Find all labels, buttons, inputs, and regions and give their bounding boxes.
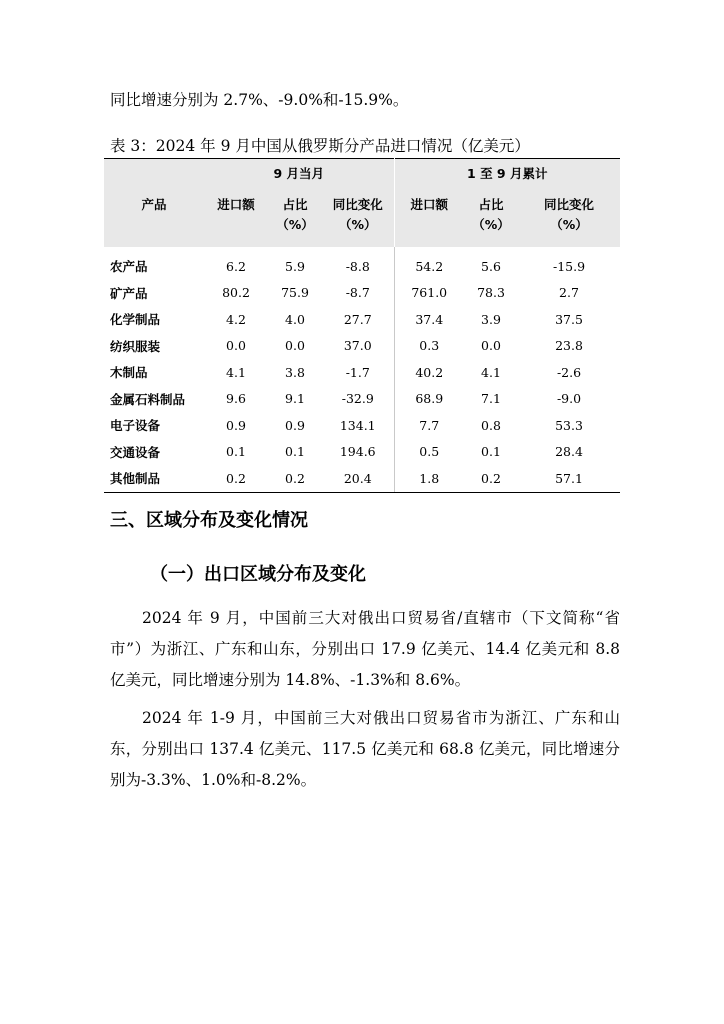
- table-row: [104, 306, 620, 333]
- month-import-value: 4.2: [226, 311, 246, 327]
- month-yoy-value: 37.0: [343, 338, 372, 354]
- month-share-value: 9.1: [285, 391, 305, 407]
- cum-share-value: 3.9: [481, 311, 501, 327]
- cum-import-value: 0.5: [394, 439, 464, 466]
- month-import-value: 0.9: [226, 417, 246, 433]
- table-caption: 表 3：2024 年 9 月中国从俄罗斯分产品进口情况（亿美元）: [110, 137, 530, 155]
- product-name: 木制品: [110, 365, 148, 381]
- month-share-value: 0.2: [268, 465, 322, 492]
- month-import-value: 4.1: [226, 364, 246, 380]
- month-yoy-value: 134.1: [339, 417, 376, 433]
- section-heading: 三、区域分布及变化情况: [110, 510, 308, 531]
- month-yoy-value: 20.4: [322, 465, 394, 492]
- table-row: [104, 412, 620, 439]
- col-header-month-yoy: [322, 187, 394, 247]
- month-share-value: 0.1: [285, 444, 305, 460]
- cum-share-value: 0.0: [481, 338, 501, 354]
- month-import-value: 0.1: [226, 444, 246, 460]
- product-name: 电子设备: [110, 418, 161, 434]
- month-yoy-value: -1.7: [345, 364, 370, 380]
- yoy-unit: （%）: [550, 217, 588, 232]
- cum-share-value: 0.1: [481, 444, 501, 460]
- cum-import-value: 68.9: [394, 386, 464, 413]
- paragraph-monthly-export: 2024 年 9 月，中国前三大对俄出口贸易省/直辖市（下文简称“省市”）为浙江、广东和山东，分别出口 17.9 亿美元、14.4 亿美元和 8.8 亿美元，同比增速分别为 14.8%、-1.3%和 8.6%。: [110, 609, 620, 689]
- month-share-value: 5.9: [285, 258, 305, 274]
- product-name: 交通设备: [110, 444, 161, 460]
- yoy-label: 同比变化: [332, 197, 383, 212]
- cum-yoy-value: 28.4: [555, 444, 583, 460]
- share-unit: （%）: [472, 217, 510, 232]
- cum-share-value: 0.2: [464, 465, 518, 492]
- share-unit: （%）: [276, 217, 314, 232]
- product-name: 矿产品: [110, 285, 148, 301]
- share-label: 占比: [478, 197, 504, 212]
- col-header-cum-share: [464, 187, 518, 247]
- cum-yoy-value: 57.1: [518, 465, 620, 492]
- month-yoy-value: -8.8: [345, 258, 370, 274]
- month-import-value: 9.6: [226, 391, 246, 407]
- cum-share-value: 4.1: [481, 364, 501, 380]
- cum-yoy-value: 53.3: [555, 417, 583, 433]
- cum-yoy-value: 37.5: [555, 311, 583, 327]
- month-share-value: 0.0: [285, 338, 305, 354]
- product-name: 纺织服装: [110, 338, 161, 354]
- cum-yoy-value: 2.7: [559, 285, 579, 301]
- cum-import-value: 1.8: [394, 465, 464, 492]
- cum-import-value: 761.0: [394, 280, 464, 307]
- month-import-value: 0.0: [226, 338, 246, 354]
- col-header-month-import: 进口额: [204, 187, 268, 247]
- intro-paragraph: 同比增速分别为 2.7%、-9.0%和-15.9%。: [110, 91, 409, 109]
- paragraph-cumulative-export: 2024 年 1-9 月，中国前三大对俄出口贸易省市为浙江、广东和山东，分别出口 137.4 亿美元、117.5 亿美元和 68.8 亿美元，同比增速分别为-3.3%、1.0%和-8.2%。: [110, 709, 620, 789]
- month-share-value: 75.9: [281, 285, 309, 301]
- cum-yoy-value: -9.0: [556, 391, 582, 407]
- cum-import-value: 54.2: [394, 247, 464, 280]
- yoy-unit: （%）: [338, 217, 377, 232]
- cum-import-value: 40.2: [394, 359, 464, 386]
- month-import-value: 0.2: [204, 465, 268, 492]
- table-row: [104, 247, 620, 280]
- header-blank: [104, 159, 204, 188]
- month-yoy-value: -8.7: [345, 285, 370, 301]
- col-header-cum-yoy: [518, 187, 620, 247]
- cum-share-value: 78.3: [477, 285, 505, 301]
- cum-import-value: 7.7: [394, 412, 464, 439]
- table-row: [104, 439, 620, 466]
- group-header-month: 9 月当月: [204, 159, 394, 188]
- month-import-value: 6.2: [226, 258, 246, 274]
- table-row: [104, 359, 620, 386]
- cum-share-value: 7.1: [481, 391, 501, 407]
- cum-yoy-value: -2.6: [556, 364, 582, 380]
- cum-share-value: 0.8: [481, 417, 501, 433]
- col-header-month-share: [268, 187, 322, 247]
- yoy-label: 同比变化: [543, 197, 594, 212]
- import-by-product-table: [104, 158, 620, 493]
- subsection-heading: （一）出口区域分布及变化: [150, 564, 366, 585]
- month-yoy-value: 194.6: [339, 444, 376, 460]
- table-row: [104, 465, 620, 492]
- product-name: 其他制品: [104, 465, 204, 492]
- col-header-cum-import: 进口额: [394, 187, 464, 247]
- table-row: [104, 280, 620, 307]
- month-share-value: 4.0: [285, 311, 305, 327]
- month-import-value: 80.2: [222, 285, 250, 301]
- table-row: [104, 386, 620, 413]
- product-name: 农产品: [110, 259, 148, 275]
- share-label: 占比: [282, 197, 308, 212]
- cum-yoy-value: -15.9: [552, 258, 586, 274]
- month-share-value: 0.9: [285, 417, 305, 433]
- product-name: 金属石料制品: [110, 391, 186, 407]
- month-yoy-value: 27.7: [343, 311, 372, 327]
- cum-yoy-value: 23.8: [555, 338, 583, 354]
- cum-import-value: 37.4: [394, 306, 464, 333]
- table-row: [104, 333, 620, 360]
- col-header-product: 产品: [104, 187, 204, 247]
- group-header-cumulative: 1 至 9 月累计: [394, 159, 620, 188]
- month-yoy-value: -32.9: [341, 391, 374, 407]
- cum-import-value: 0.3: [394, 333, 464, 360]
- cum-share-value: 5.6: [481, 258, 501, 274]
- product-name: 化学制品: [110, 312, 161, 328]
- month-share-value: 3.8: [285, 364, 305, 380]
